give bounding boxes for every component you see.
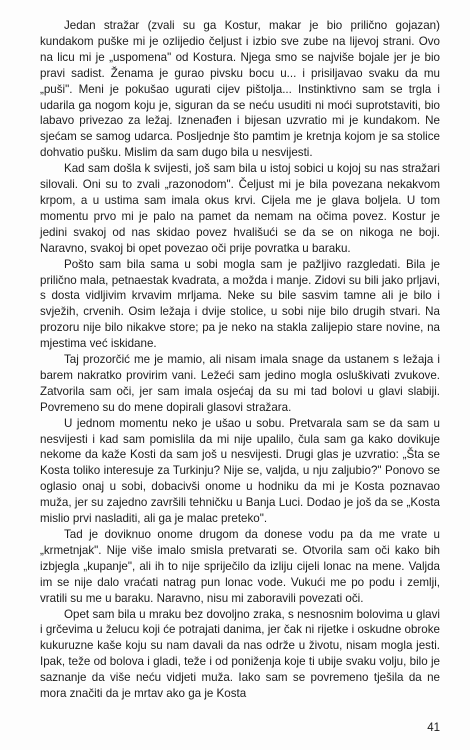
paragraph: Pošto sam bila sama u sobi mogla sam je pažljivo razgledati. Bila je prilično mala, petnaestak kvadrata, a možda i manje. Zidovi su bili jako prljavi, s dosta vidljivim krvavim mrljama. Neke su bile sasvim tamne ali je bilo i svježih, crvenih. Osim ležaja i dvije stolice, u sobi nije bilo drugih stvari. Na prozoru nije bilo nikakve store; pa je neko na stakla zalijepio stare novine, na mjestima već iskidane.	[40, 257, 440, 351]
body-text	[40, 18, 440, 702]
paragraph: Kad sam došla k svijesti, još sam bila u istoj sobici u kojoj su nas stražari silovali. Oni su to zvali „razonodom". Čeljust mi je bila povezana nekakvom krpom, a u ustima sam imala okus krvi. Cijela me je glava boljela. U tom momentu prvo mi je palo na pamet da nemam na očima povez. Kostur je jedini svakoj od nas skidao povez hvališući se da se on nikoga ne boji. Naravno, svakoj bi opet povezao oči prije povratka u baraku.	[40, 162, 440, 255]
paragraph: Taj prozorčić me je mamio, ali nisam imala snage da ustanem s ležaja i barem nakratko provirim vani. Ležeći sam jedino mogla osluškivati zvukove. Zatvorila sam oči, jer sam imala osjećaj da su mi tad bolovi u glavi slabiji. Povremeno su do mene dopirali glasovi stražara.	[40, 353, 440, 414]
paragraph: Opet sam bila u mraku bez dovoljno zraka, s nesnosnim bolovima u glavi i grčevima u želucu koji će potrajati danima, jer čak ni rijetke i oskudne obroke kukuruzne kaše koju su nam davali da nas održe u životu, nisam mogla jesti. Ipak, teže od bolova i gladi, teže i od poniženja koje ti ubije svaku volju, bilo je saznanje da više neću vidjeti muža. Iako sam se povremeno tješila da ne mora značiti da je mrtav ako ga je Kosta	[40, 607, 440, 701]
page-number: 41	[427, 722, 440, 734]
paragraph: Tad je doviknuo onome drugom da donese vodu pa da me vrate u „krmetnjak". Nije više imalo smisla pretvarati se. Otvorila sam oči kako bih izbjegla „kupanje", ali ih to nije spriječilo da izliju cijeli lonac na mene. Valjda im se nije dalo vraćati natrag pun lonac vode. Vukući me po podu i zemlji, vratili su me u baraku. Naravno, nisu mi zaboravili povezati oči.	[40, 528, 440, 605]
paragraph: U jednom momentu neko je ušao u sobu. Pretvarala sam se da sam u nesvijesti i kad sam pomislila da mi nije upalilo, čula sam ga kako dovikuje nekome da kaže Kosti da sam još u nesvijesti. Drugi glas je uzvratio: „Šta se Kosta toliko interesuje za Turkinju? Nije se, valjda, u nju zaljubio?" Ponovo se oglasio onaj u sobi, dobacivši onome u hodniku da mi je Kosta poznavao muža, jer su zajedno završili tehničku u Banja Luci. Dodao je još da se „Kosta mislio prvi nasladiti, ali ga je malac preteko".	[40, 416, 440, 526]
paragraph: Jedan stražar (zvali su ga Kostur, makar je bio prilično gojazan) kundakom puške mi je ozlijedio čeljust i izbio sve zube na lijevoj strani. Ovo na licu mi je „uspomena" od Kostura. Njega smo se najviše bojale jer je bio pravi sadist. Ženama je gurao pivsku bocu u... i prisiljavao svaku da mu „puši". Meni je pokušao ugurati cijev pištolja... Instinktivno sam se trgla i udarila ga nogom koju je, siguran da se neću usuditi ni moći suprotstaviti, bio labavo privezao za ležaj. Iznenađen i bijesan uzvratio mi je kundakom. Ne sjećam se samog udarca. Posljednje što pamtim je kretnja kojom je sa stolice dohvatio pušku. Mislim da sam dugo bila u nesvijesti.	[40, 19, 440, 160]
